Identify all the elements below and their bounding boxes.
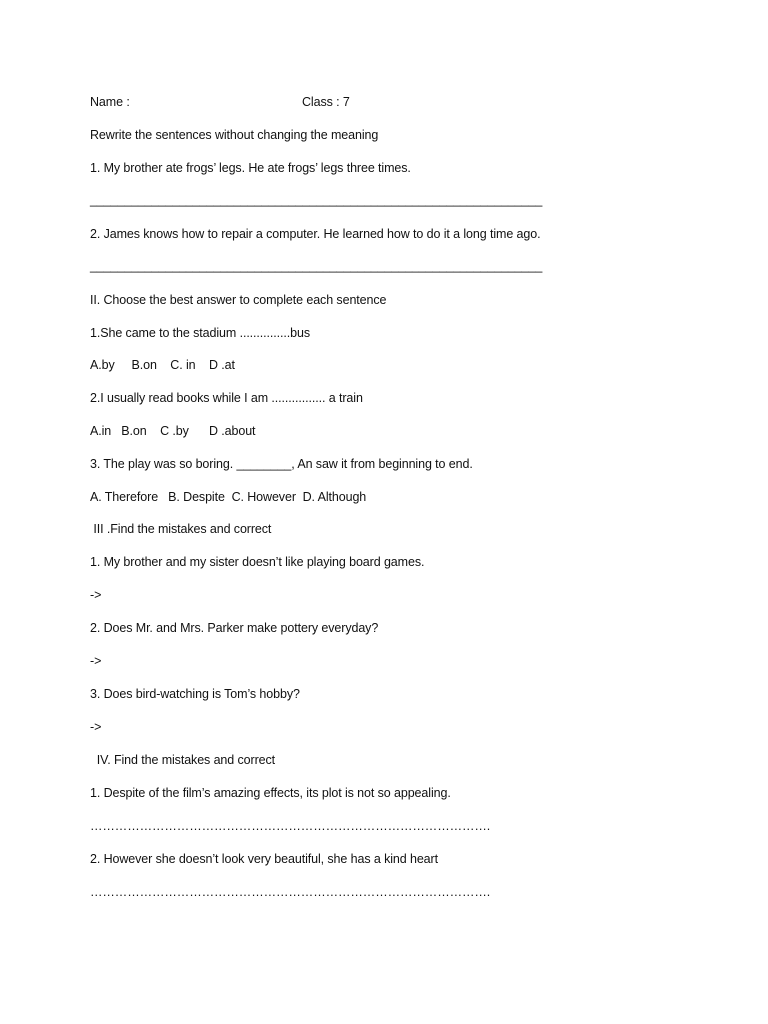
section2-options-3: A. Therefore B. Despite C. However D. Although [90, 490, 367, 504]
section2-heading: II. Choose the best answer to complete each sentence [90, 293, 387, 307]
section4-heading: IV. Find the mistakes and correct [90, 753, 276, 767]
section1-answer-line-2: __________________________________________________________________ [90, 259, 543, 273]
class-label: Class : 7 [302, 95, 350, 109]
section3-heading: III .Find the mistakes and correct [90, 522, 272, 536]
section2-options-1: A.by B.on C. in D .at [90, 358, 235, 372]
section3-question-1: 1. My brother and my sister doesn’t like playing board games. [90, 555, 425, 569]
section3-answer-2: -> [90, 654, 102, 668]
section3-answer-1: -> [90, 588, 102, 602]
section2-question-1: 1.She came to the stadium ...............bus [90, 326, 311, 340]
section4-question-2: 2. However she doesn’t look very beautiful, she has a kind heart [90, 852, 438, 866]
section2-question-2: 2.I usually read books while I am ................ a train [90, 391, 363, 405]
section1-question-1: 1. My brother ate frogs’ legs. He ate frogs’ legs three times. [90, 161, 411, 175]
section1-heading: Rewrite the sentences without changing the meaning [90, 128, 379, 142]
section3-question-2: 2. Does Mr. and Mrs. Parker make pottery everyday? [90, 621, 379, 635]
section4-question-1: 1. Despite of the film’s amazing effects, its plot is not so appealing. [90, 786, 451, 800]
section4-answer-line-1: ……………………………………………………………………………………. [90, 819, 491, 833]
section2-question-3: 3. The play was so boring. ________, An saw it from beginning to end. [90, 457, 473, 471]
section1-answer-line-1: __________________________________________________________________ [90, 193, 543, 207]
section2-options-2: A.in B.on C .by D .about [90, 424, 256, 438]
section1-question-2: 2. James knows how to repair a computer. He learned how to do it a long time ago. [90, 227, 541, 241]
section4-answer-line-2: ……………………………………………………………………………………. [90, 885, 491, 899]
name-label: Name : [90, 95, 130, 109]
section3-answer-3: -> [90, 720, 102, 734]
section3-question-3: 3. Does bird-watching is Tom’s hobby? [90, 687, 300, 701]
